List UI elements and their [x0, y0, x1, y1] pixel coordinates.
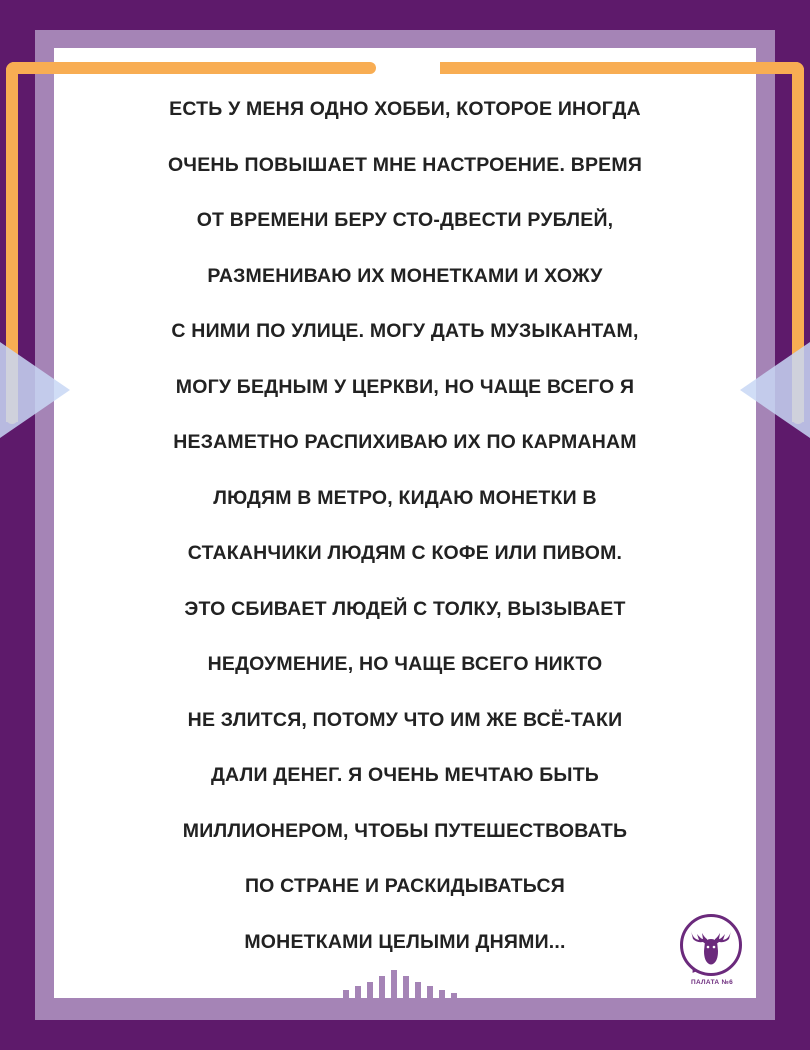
- story-line: НЕЗАМЕТНО РАСПИХИВАЮ ИХ ПО КАРМАНАМ: [173, 431, 637, 453]
- story-line: РАЗМЕНИВАЮ ИХ МОНЕТКАМИ И ХОЖУ: [207, 264, 603, 287]
- logo-label: ПАЛАТА №6: [691, 979, 733, 986]
- moose-head-icon: [680, 914, 742, 976]
- story-line: С НИМИ ПО УЛИЦЕ. МОГУ ДАТЬ МУЗЫКАНТАМ,: [171, 320, 639, 342]
- story-line: МОНЕТКАМИ ЦЕЛЫМИ ДНЯМИ...: [244, 930, 566, 953]
- story-line: ОЧЕНЬ ПОВЫШАЕТ МНЕ НАСТРОЕНИЕ. ВРЕМЯ: [167, 153, 643, 176]
- story-line: ДАЛИ ДЕНЕГ. Я ОЧЕНЬ МЕЧТАЮ БЫТЬ: [210, 764, 600, 786]
- story-line: СТАКАНЧИКИ ЛЮДЯМ С КОФЕ ИЛИ ПИВОМ.: [187, 542, 623, 564]
- decorative-bars: [343, 970, 463, 998]
- right-bracket-end: [440, 62, 452, 74]
- story-line: МОГУ БЕДНЫМ У ЦЕРКВИ, НО ЧАЩЕ ВСЕГО Я: [175, 375, 635, 398]
- story-line: ЭТО СБИВАЕТ ЛЮДЕЙ С ТОЛКУ, ВЫЗЫВАЕТ: [184, 597, 626, 620]
- story-line: ПО СТРАНЕ И РАСКИДЫВАТЬСЯ: [244, 875, 566, 897]
- left-bracket-end: [364, 62, 376, 74]
- story-line: ЕСТЬ У МЕНЯ ОДНО ХОББИ, КОТОРОЕ ИНОГДА: [169, 98, 641, 120]
- story-line: ОТ ВРЕМЕНИ БЕРУ СТО-ДВЕСТИ РУБЛЕЙ,: [196, 209, 614, 231]
- story-line: НЕДОУМЕНИЕ, НО ЧАЩЕ ВСЕГО НИКТО: [207, 653, 603, 675]
- story-line: НЕ ЗЛИТСЯ, ПОТОМУ ЧТО ИМ ЖЕ ВСЁ-ТАКИ: [187, 708, 623, 731]
- left-arrow-decoration: [0, 342, 70, 438]
- story-text: [70, 82, 740, 970]
- right-arrow-decoration: [740, 342, 810, 438]
- story-line: ЛЮДЯМ В МЕТРО, КИДАЮ МОНЕТКИ В: [213, 486, 597, 509]
- story-line: МИЛЛИОНЕРОМ, ЧТОБЫ ПУТЕШЕСТВОВАТЬ: [182, 819, 628, 842]
